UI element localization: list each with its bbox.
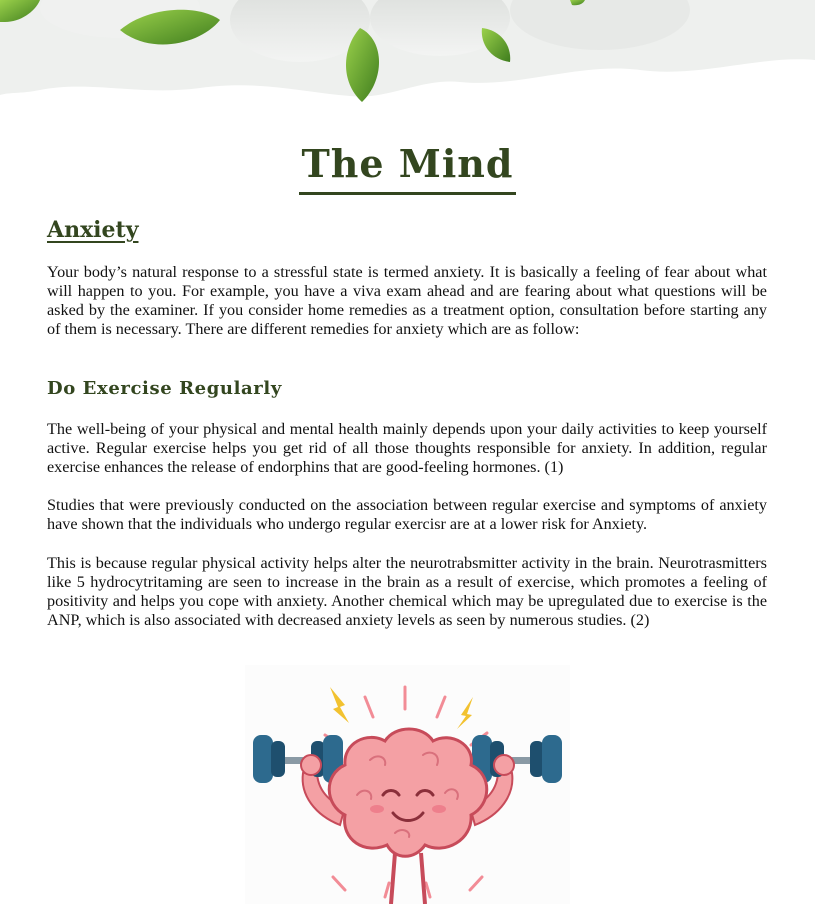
page-title: The Mind [0, 140, 815, 195]
brain-lifting-dumbbells-icon [245, 665, 570, 904]
header-banner-leaves [0, 0, 815, 110]
paragraph-wellbeing: The well-being of your physical and mental health mainly depends upon your daily activities to keep yourself active. Regular exercise helps you get rid of all those thoughts responsible for anxiety. In addition, regular exercise enhances the release of endorphins that are good-feeling hormones. (1) [47, 420, 767, 476]
section-heading-anxiety: Anxiety [47, 217, 139, 243]
paragraph-neurotransmitters: This is because regular physical activity helps alter the neurotrabsmitter activity in the brain. Neurotrasmitters like 5 hydrocytritaming are seen to increase in the brain as a result of exercise, which promotes a feeling of positivity and helps you cope with anxiety. Another chemical which may be upregulated due to exercise is the ANP, which is also associated with decreased anxiety levels as seen by numerous studies. (2) [47, 554, 767, 629]
intro-paragraph: Your body’s natural response to a stressful state is termed anxiety. It is basically a feeling of fear about what will happen to you. For example, you have a viva exam ahead and are fearing about what questions will be asked by the examiner. If you consider home remedies as a treatment option, consultation before starting any of them is necessary. There are different remedies for anxiety which are as follow: [47, 263, 767, 338]
subsection-heading-exercise: Do Exercise Regularly [47, 378, 282, 399]
paragraph-studies: Studies that were previously conducted on the association between regular exercise and symptoms of anxiety have shown that the individuals who undergo regular exercisr are at a lower risk for Anxiety. [47, 496, 767, 533]
